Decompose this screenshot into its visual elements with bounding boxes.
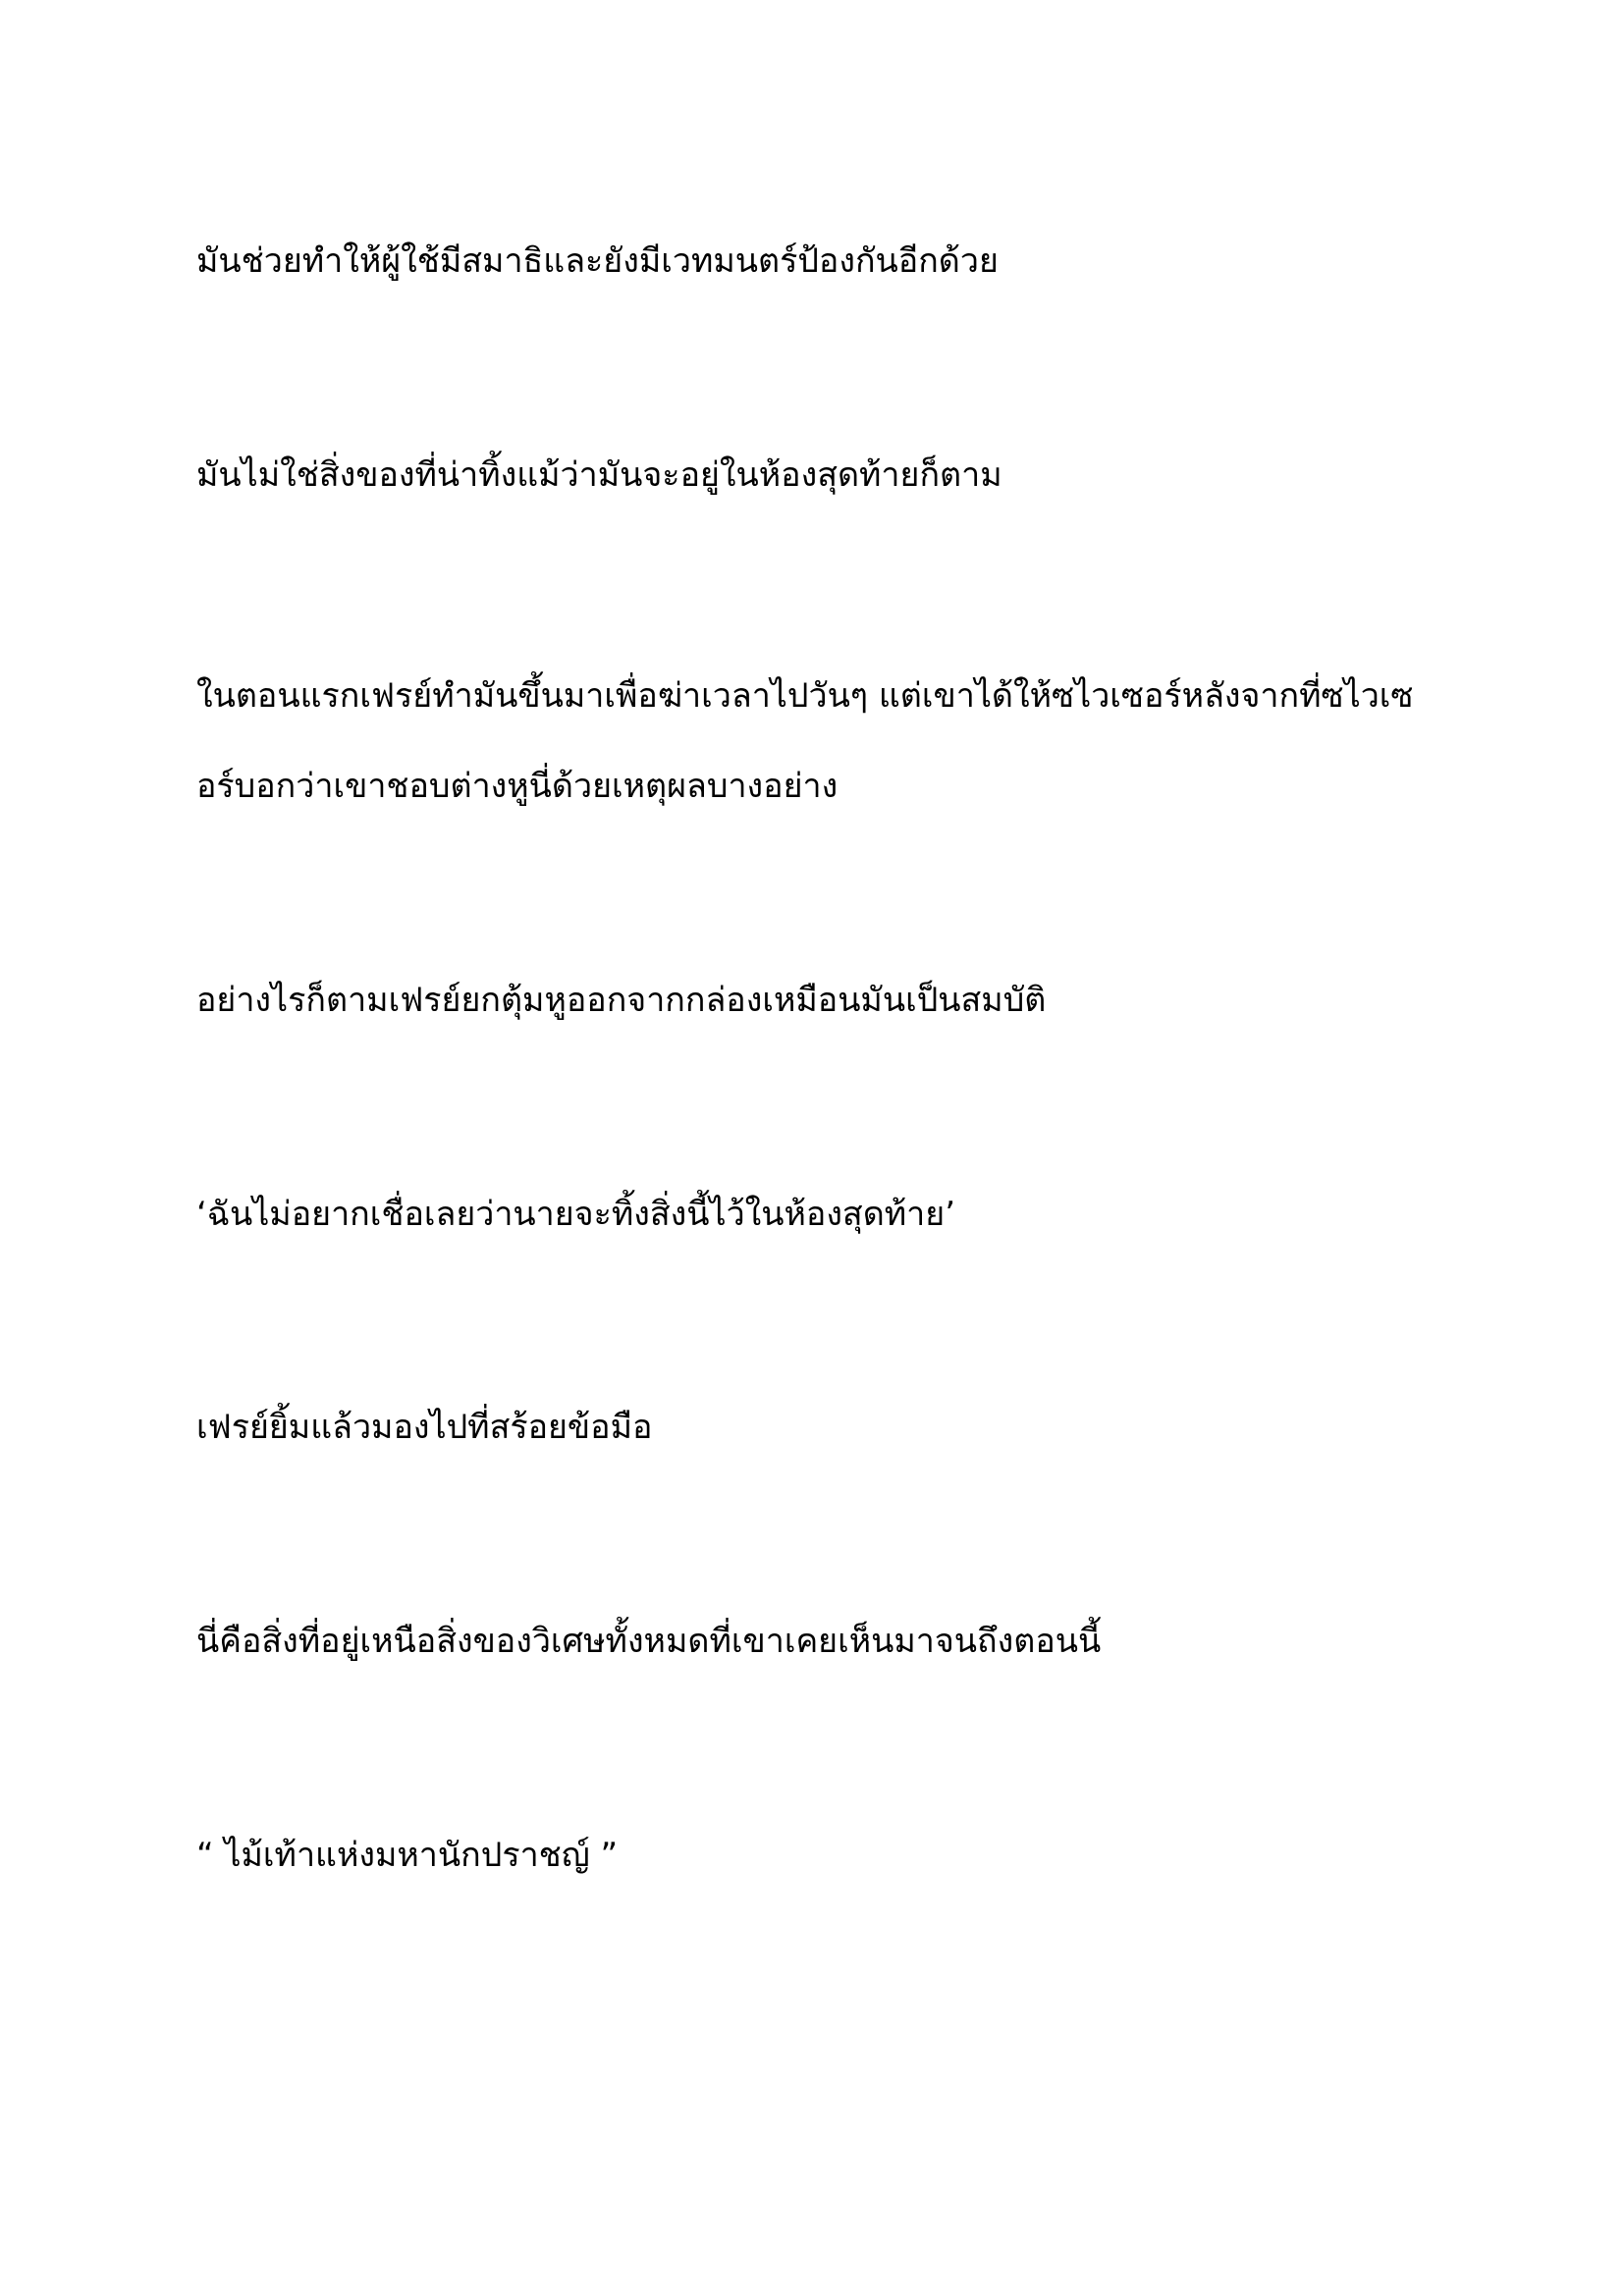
paragraph-line: ‘ฉันไม่อยากเชื่อเลยว่านายจะทิ้งสิ่งนี้ไว้ในห้องสุดท้าย’ [196,1195,956,1234]
paragraph-line: อย่างไรก็ตามเฟรย์ยกตุ้มหูออกจากกล่องเหมือนมันเป็นสมบัติ [196,981,1047,1020]
paragraph-line: ในตอนแรกเฟรย์ทำมันขึ้นมาเพื่อฆ่าเวลาไปวันๆ แต่เขาได้ให้ซไวเซอร์หลังจากที่ซไวเซ [196,676,1414,716]
paragraph-line: มันช่วยทำให้ผู้ใช้มีสมาธิและยังมีเวทมนตร์ป้องกันอีกด้วย [196,241,999,281]
paragraph-line: นี่คือสิ่งที่อยู่เหนือสิ่งของวิเศษทั้งหมดที่เขาเคยเห็นมาจนถึงตอนนี้ [196,1622,1102,1661]
paragraph-line: “ ไม้เท้าแห่งมหานักปราชญ์ ” [196,1836,619,1875]
paragraph-line: มันไม่ใช่สิ่งของที่น่าทิ้งแม้ว่ามันจะอยู่ในห้องสุดท้ายก็ตาม [196,455,1002,495]
paragraph-line: อร์บอกว่าเขาชอบต่างหูนี่ด้วยเหตุผลบางอย่าง [196,767,839,806]
paragraph-line: เฟรย์ยิ้มแล้วมองไปที่สร้อยข้อมือ [196,1408,653,1447]
